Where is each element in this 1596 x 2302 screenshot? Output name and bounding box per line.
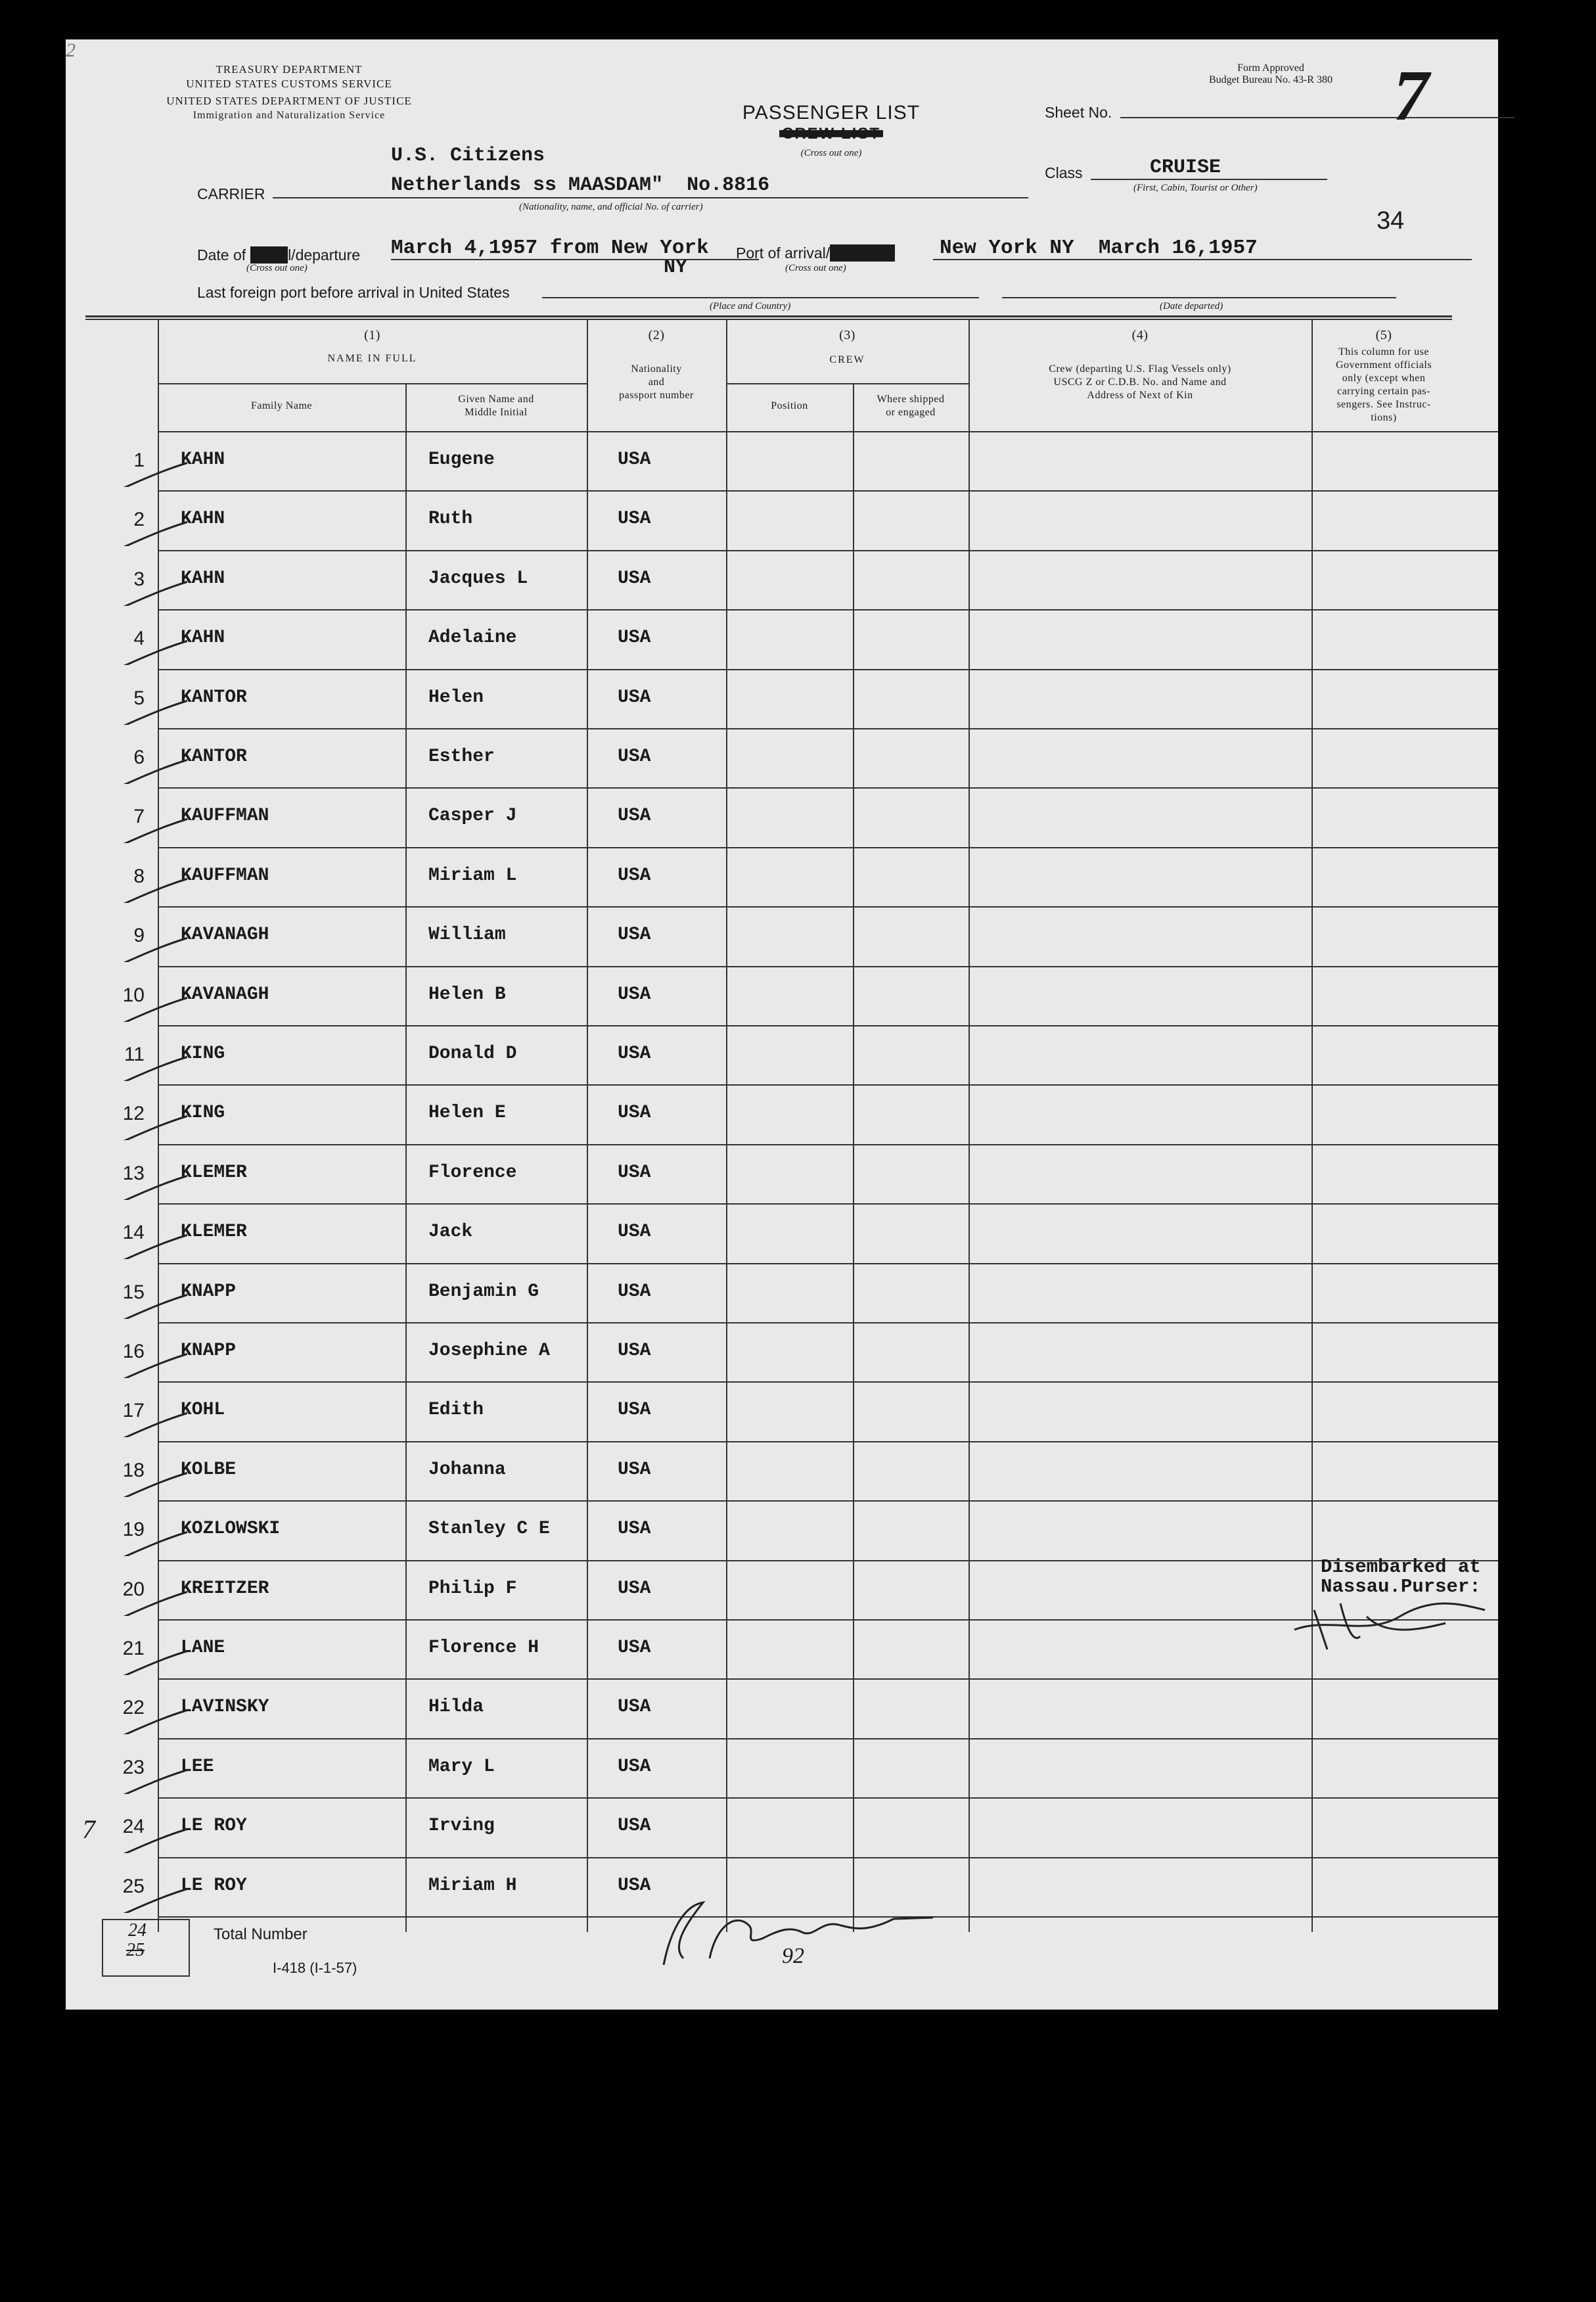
form-title: PASSENGER LIST [742, 102, 921, 124]
family-name: KLEMER [181, 1222, 247, 1242]
form-number: I-418 (I-1-57) [273, 1960, 357, 1976]
given-name: Edith [428, 1400, 484, 1420]
row-number: 1 [133, 449, 145, 471]
row-number: 4 [133, 628, 145, 649]
row-rule [158, 1322, 1498, 1324]
check-mark-icon [115, 810, 187, 843]
row-number: 18 [122, 1460, 145, 1481]
row-number: 2 [133, 509, 145, 530]
row-number: 14 [122, 1222, 145, 1243]
col4-num: (4) [1131, 328, 1149, 342]
last-port-line [542, 297, 979, 298]
col3a-position: Position [771, 400, 808, 411]
row-rule [158, 609, 1498, 610]
table-top-rule [85, 315, 1452, 317]
col2-line-2: and [648, 377, 665, 388]
title-crossed: CREW LIST [779, 125, 883, 143]
margin-mark: 7 [82, 1814, 95, 1844]
signature-number: 92 [782, 1944, 804, 1968]
check-mark-icon [115, 692, 187, 725]
nationality: USA [618, 1222, 651, 1242]
family-name: KAVANAGH [181, 925, 269, 945]
row-number: 17 [122, 1400, 145, 1421]
date-label-post: l/departure [288, 246, 361, 264]
row-number: 19 [122, 1519, 145, 1540]
col3b-line-2: or engaged [886, 407, 936, 418]
carrier-value: Netherlands ss MAASDAM" No.8816 [391, 174, 770, 196]
agency-header [105, 62, 473, 123]
family-name: KANTOR [181, 687, 247, 708]
row-rule [158, 1381, 1498, 1383]
check-mark-icon [115, 1464, 187, 1497]
nationality: USA [618, 1578, 651, 1599]
family-name: KAVANAGH [181, 984, 269, 1005]
col3b-where [853, 393, 969, 419]
last-port-label: Last foreign port before arrival in United States [197, 284, 510, 301]
nationality: USA [618, 984, 651, 1005]
page-number: 34 [1377, 207, 1405, 235]
col2-line-1: Nationality [631, 363, 682, 375]
check-mark-icon [115, 929, 187, 962]
nationality: USA [618, 1400, 651, 1420]
family-name: KAHN [181, 628, 225, 648]
nationality: USA [618, 1638, 651, 1658]
check-mark-icon [115, 1345, 187, 1378]
form-approved-line-1: Form Approved [1237, 62, 1304, 74]
family-name: LAVINSKY [181, 1697, 269, 1717]
family-name: KNAPP [181, 1281, 237, 1302]
row-rule [158, 1500, 1498, 1502]
col3b-line-1: Where shipped [877, 394, 945, 405]
col3-title: CREW [829, 354, 865, 365]
date-value: March 4,1957 from New York [391, 237, 709, 260]
last-port-note-place: (Place and Country) [710, 301, 791, 311]
col2-line-3: passport number [619, 390, 694, 401]
check-mark-icon [115, 1107, 187, 1140]
header-subrule-name [158, 383, 587, 384]
total-value-new: 24 [128, 1920, 147, 1941]
family-name: KAUFFMAN [181, 865, 269, 886]
col2-title [587, 363, 726, 402]
check-mark-icon [115, 1642, 187, 1675]
date-note: (Cross out one) [246, 263, 308, 273]
nationality: USA [618, 1163, 651, 1183]
title-note: (Cross out one) [800, 148, 862, 158]
nationality: USA [618, 1044, 651, 1064]
port-value: New York NY March 16,1957 [940, 237, 1258, 260]
col1a-family: Family Name [250, 400, 313, 411]
row-number: 11 [124, 1044, 145, 1065]
row-rule [158, 1560, 1498, 1561]
form-approved [1209, 62, 1333, 86]
check-mark-icon [115, 751, 187, 784]
purser-signature [1288, 1590, 1498, 1663]
check-mark-icon [115, 1820, 187, 1853]
row-rule [158, 669, 1498, 670]
nationality: USA [618, 1341, 651, 1361]
row-number: 13 [122, 1163, 145, 1184]
col4-line-3: Address of Next of Kin [1087, 390, 1193, 401]
given-name: Florence H [428, 1638, 539, 1658]
col5-line-6: tions) [1371, 412, 1397, 423]
family-name: KING [181, 1103, 225, 1123]
family-name: KAUFFMAN [181, 806, 269, 826]
date-label-pre: Date of [197, 246, 246, 264]
check-mark-icon [115, 1286, 187, 1319]
total-box [102, 1919, 190, 1977]
nationality: USA [618, 1876, 651, 1896]
col4-line-2: USCG Z or C.D.B. No. and Name and [1053, 377, 1227, 388]
row-rule [158, 787, 1498, 789]
row-rule [158, 1441, 1498, 1442]
carrier-line [273, 197, 1028, 198]
col5-num: (5) [1375, 328, 1392, 342]
date-label [197, 246, 360, 264]
nationality: USA [618, 806, 651, 826]
date-line [391, 259, 759, 260]
carrier-label: CARRIER [197, 185, 265, 202]
check-mark-icon [115, 573, 187, 606]
check-mark-icon [115, 1167, 187, 1200]
given-name: Benjamin G [428, 1281, 539, 1302]
check-mark-icon [115, 1404, 187, 1437]
row-rule [158, 847, 1498, 848]
col-line-position [853, 383, 854, 1932]
row-number: 25 [122, 1876, 145, 1897]
family-name: KOZLOWSKI [181, 1519, 281, 1539]
family-name: KING [181, 1044, 225, 1064]
row-number: 15 [122, 1281, 145, 1303]
family-name: KAHN [181, 568, 225, 589]
col1-num: (1) [364, 328, 380, 342]
family-name: KANTOR [181, 747, 247, 767]
row-number: 22 [122, 1697, 145, 1718]
family-name: LE ROY [181, 1816, 247, 1836]
family-name: LANE [181, 1638, 225, 1658]
col5-line-4: carrying certain pas- [1337, 386, 1430, 397]
agency-line-4: Immigration and Naturalization Service [193, 110, 386, 121]
row-rule [158, 550, 1498, 551]
row-number: 16 [122, 1341, 145, 1362]
nationality: USA [618, 925, 651, 945]
class-note: (First, Cabin, Tourist or Other) [1133, 183, 1258, 193]
sheet-line [1120, 117, 1515, 118]
col5-line-5: sengers. See Instruc- [1336, 399, 1431, 410]
given-name: Helen B [428, 984, 506, 1005]
given-name: Ruth [428, 509, 473, 529]
date-label-crossed: arriva [250, 246, 288, 264]
port-note: (Cross out one) [785, 263, 846, 273]
port-label-crossed: departure [830, 244, 895, 262]
nationality: USA [618, 628, 651, 648]
title-crossed-wrap [657, 125, 1005, 143]
port-label [736, 244, 895, 262]
family-name: KNAPP [181, 1341, 237, 1361]
check-mark-icon [115, 632, 187, 665]
family-name: KREITZER [181, 1578, 269, 1599]
check-mark-icon [115, 1880, 187, 1913]
col4-line-1: Crew (departing U.S. Flag Vessels only) [1049, 363, 1231, 375]
sheet-number: 7 [1386, 55, 1436, 135]
class-label: Class [1045, 164, 1083, 181]
given-name: Helen E [428, 1103, 506, 1123]
col1b-given [405, 393, 587, 419]
agency-line-2: UNITED STATES CUSTOMS SERVICE [186, 78, 392, 90]
given-name: Stanley C E [428, 1519, 550, 1539]
last-port-note-date: (Date departed) [1160, 301, 1223, 311]
agency-line-1: TREASURY DEPARTMENT [216, 63, 363, 76]
row-rule [158, 1738, 1498, 1739]
family-name: LE ROY [181, 1876, 247, 1896]
row-rule [158, 1203, 1498, 1205]
family-name: KLEMER [181, 1163, 247, 1183]
col5-title [1311, 346, 1456, 425]
row-rule [158, 1144, 1498, 1145]
col-line-crew [969, 320, 970, 1932]
row-number: 20 [122, 1578, 145, 1600]
check-mark-icon [115, 513, 187, 546]
col5-line-1: This column for use [1338, 346, 1429, 357]
given-name: Casper J [428, 806, 517, 826]
row-rule [158, 1678, 1498, 1680]
given-name: Irving [428, 1816, 495, 1836]
class-line [1091, 179, 1327, 180]
given-name: Adelaine [428, 628, 517, 648]
col-line-nat [726, 320, 727, 1932]
given-name: Hilda [428, 1697, 484, 1717]
total-label: Total Number [214, 1925, 308, 1943]
row-rule [158, 906, 1498, 908]
nationality: USA [618, 1103, 651, 1123]
col1-title: NAME IN FULL [327, 353, 417, 364]
total-value-old: 25 [126, 1940, 145, 1960]
nationality: USA [618, 687, 651, 708]
nationality: USA [618, 1816, 651, 1836]
row-number: 5 [133, 687, 145, 709]
col-line-kin [1311, 320, 1313, 1932]
given-name: Helen [428, 687, 484, 708]
header-bottom-rule [158, 431, 1498, 432]
row-number: 8 [133, 865, 145, 887]
row-number: 6 [133, 747, 145, 768]
date-value-state: NY [664, 256, 688, 279]
given-name: Miriam L [428, 865, 517, 886]
family-name: LEE [181, 1757, 214, 1777]
nationality: USA [618, 1281, 651, 1302]
form-approved-line-2: Budget Bureau No. 43-R 380 [1209, 74, 1333, 85]
row-number: 21 [122, 1638, 145, 1659]
header-subrule-crew [726, 383, 969, 384]
col5-line-2: Government officials [1335, 359, 1432, 371]
row-rule [158, 1797, 1498, 1799]
row-rule [158, 1857, 1498, 1858]
row-rule [158, 1025, 1498, 1026]
given-name: Esther [428, 747, 495, 767]
col3-num: (3) [839, 328, 855, 342]
col1b-line-1: Given Name and [458, 394, 534, 405]
given-name: Donald D [428, 1044, 517, 1064]
row-rule [158, 1263, 1498, 1264]
given-name: Jack [428, 1222, 473, 1242]
check-mark-icon [115, 1226, 187, 1259]
row-rule [158, 1084, 1498, 1086]
remark-line-2: Nassau.Purser: [1321, 1576, 1481, 1598]
given-name: Josephine A [428, 1341, 550, 1361]
given-name: Miriam H [428, 1876, 517, 1896]
last-port-date-line [1002, 297, 1396, 298]
corner-mark: 2 [66, 39, 76, 61]
nationality: USA [618, 865, 651, 886]
given-name: Mary L [428, 1757, 495, 1777]
nationality: USA [618, 1460, 651, 1480]
col5-line-3: only (except when [1342, 373, 1426, 384]
family-name: KAHN [181, 509, 225, 529]
given-name: William [428, 925, 506, 945]
check-mark-icon [115, 1701, 187, 1734]
nationality: USA [618, 1519, 651, 1539]
given-name: Jacques L [428, 568, 528, 589]
given-name: Eugene [428, 449, 495, 470]
class-value: CRUISE [1150, 156, 1221, 179]
row-number: 9 [133, 925, 145, 946]
remark-line-1: Disembarked at [1321, 1556, 1481, 1578]
passenger-list-form [66, 39, 1498, 2010]
check-mark-icon [115, 1523, 187, 1556]
carrier-line-1: U.S. Citizens [391, 145, 545, 167]
check-mark-icon [115, 1583, 187, 1616]
check-mark-icon [115, 870, 187, 903]
nationality: USA [618, 1757, 651, 1777]
check-mark-icon [115, 1761, 187, 1794]
row-rule [158, 966, 1498, 967]
row-rule [158, 490, 1498, 492]
nationality: USA [618, 747, 651, 767]
nationality: USA [618, 1697, 651, 1717]
check-mark-icon [115, 1048, 187, 1081]
col1b-line-2: Middle Initial [465, 407, 528, 418]
row-number: 23 [122, 1757, 145, 1778]
family-name: KOLBE [181, 1460, 237, 1480]
check-mark-icon [115, 989, 187, 1022]
row-number: 12 [122, 1103, 145, 1124]
nationality: USA [618, 568, 651, 589]
row-number: 7 [133, 806, 145, 827]
table-top-rule-2 [85, 319, 1452, 320]
given-name: Philip F [428, 1578, 517, 1599]
row-number: 10 [122, 984, 145, 1006]
row-number: 3 [133, 568, 145, 590]
row-number: 24 [122, 1816, 145, 1837]
col4-title [969, 363, 1311, 402]
sheet-label: Sheet No. [1045, 104, 1112, 121]
check-mark-icon [115, 454, 187, 487]
col2-num: (2) [648, 328, 665, 342]
given-name: Florence [428, 1163, 517, 1183]
nationality: USA [618, 509, 651, 529]
given-name: Johanna [428, 1460, 506, 1480]
nationality: USA [618, 449, 651, 470]
agency-line-3: UNITED STATES DEPARTMENT OF JUSTICE [166, 95, 412, 107]
port-label-pre: Port of arrival/ [736, 244, 831, 262]
row-rule [158, 728, 1498, 729]
family-name: KOHL [181, 1400, 225, 1420]
carrier-note: (Nationality, name, and official No. of carrier) [519, 202, 703, 212]
col-line-given [587, 320, 588, 1932]
family-name: KAHN [181, 449, 225, 470]
port-line [933, 259, 1472, 260]
col-line-family [405, 383, 407, 1932]
